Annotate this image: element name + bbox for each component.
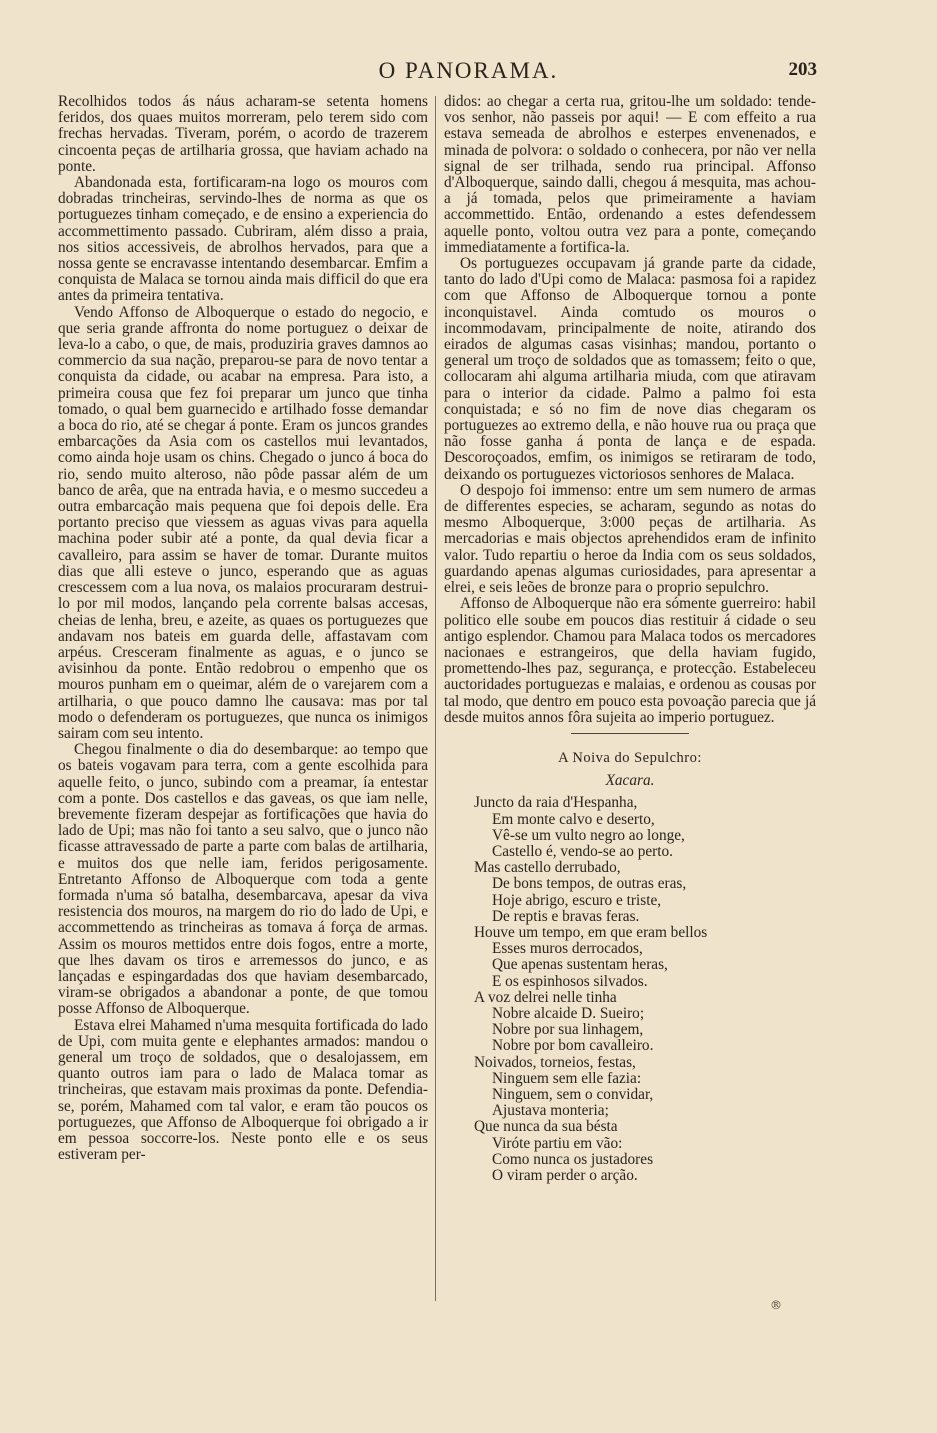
poem-line: De bons tempos, de outras eras, (492, 875, 687, 893)
paragraph: didos: ao chegar a certa rua, gritou-lhe um soldado: tende-vos senhor, não passeis por aqui! — E com effeito a rua estava semeada de abrolhos e esterpes envenenados, e minada de polvora: o soldado o conhecera, por não ver nella signal de ser trilhada, sendo rua principal. Affonso d'Alboquerque, saindo dalli, chegou á mesquita, mas achou-a já tomada, pelos que primeiramente a haviam accommettido. Então, ordenando a estes defendessem aquelle ponto, voltou outra vez para a ponte, começando immediatamente a fortifica-la. (444, 93, 816, 256)
poem-line: Ninguem, sem o convidar, (492, 1085, 654, 1103)
paragraph: Affonso de Alboquerque não era sómente guerreiro: habil politico elle soube em poucos dias restituir á cidade o seu antigo esplendor. Chamou para Malaca todos os mercadores nacionaes e estrangeiros, que della haviam fugido, promettendo-lhes paz, segurança, e protecção. Estabeleceu auctoridades portuguezas e malaias, e ordenou as cousas por tal modo, que dentro em pouco esta povoação parecia que já desde muitos annos fôra sujeita ao imperio portuguez. (444, 595, 816, 726)
paragraph: Estava elrei Mahamed n'uma mesquita fortificada do lado de Upi, com muita gente e elephantes armados: mandou o general um troço de soldados, que o desalojassem, em quanto outros iam para o lado de Malaca tomar as trincheiras, que estavam mais proximas da ponte. Defendia-se, porém, Mahamed com tal valor, e eram tão poucos os portuguezes, que Affonso de Alboquerque foi obrigado a ir em pessoa soccorre-los. Neste ponto elle e os seus estiveram per- (58, 1016, 428, 1164)
paragraph: Chegou finalmente o dia do desembarque: ao tempo que os bateis vogavam para terra, com a gente escolhida para aquelle feito, o junco, subindo com a preamar, ía entestar com a ponte. Dos castellos e das gaveas, os que iam nelle, brevemente fizeram despejar as fortificações que havia do lado de Upi; mas não foi tanto a seu salvo, que o junco não ficasse attravessado de parte a parte com balas de artilharia, e muitos dos que nelle iam, feridos perigosamente. Entretanto Affonso de Alboquerque com toda a gente formada n'uma só batalha, desembarcava, apesar da viva resistencia dos mouros, na margem do rio do lado de Upi, e accommettendo as trincheiras as tomava á força de armas. Assim os mouros mettidos entre dois fogos, entre a morte, que lhes davam os tiros e arremessos do junco, e as lançadas e espingardadas dos que haviam desembarcado, viram-se obrigados a abandonar a ponte, de que tomou posse Affonso de Alboquerque. (58, 741, 428, 1018)
poem-line: Mas castello derrubado, (474, 859, 621, 877)
poem-line: Ninguem sem elle fazia: (492, 1069, 642, 1087)
poem-line: De reptis e bravas feras. (492, 907, 640, 925)
poem-line: Em monte calvo e deserto, (492, 810, 655, 828)
page-number: 203 (788, 59, 817, 80)
poem-line: Que apenas sustentam heras, (492, 956, 668, 974)
poem-line: A voz delrei nelle tinha (474, 988, 617, 1006)
poem-line: Viróte partiu em vão: (492, 1134, 623, 1152)
section-rule (571, 733, 689, 734)
paragraph: Os portuguezes occupavam já grande parte da cidade, tanto do lado d'Upi como de Malaca: pasmosa foi a rapidez com que Affonso de Alboquerque tornou a ponte inconquistavel. Ainda comtudo os mouros o incommodavam, principalmente de noite, atirando dos eirados de algumas casas visinhas; mandou, portanto o general um troço de soldados que as tomassem; feito o que, collocaram ahi alguma artilharia miuda, com que atiravam para o interior da cidade. Palmo a palmo foi esta conquistada; e só no fim de nove dias chegaram os portuguezes ao extremo della, e não houve rua ou praça que não fosse ganha á ponta de lança e de espada. Descoroçoados, emfim, os inimigos se retiraram de todo, deixando os portuguezes victoriosos senhores de Malaca. (444, 255, 816, 483)
poem-line: Ajustava monteria; (492, 1102, 609, 1120)
poem-line: Noivados, torneios, festas, (474, 1053, 636, 1071)
poem-line: Nobre alcaide D. Sueiro; (492, 1004, 645, 1022)
poem-line: Nobre por sua linhagem, (492, 1021, 644, 1039)
poem-title: A Noiva do Sepulchro: (558, 749, 702, 766)
paragraph: Abandonada esta, fortificaram-na logo os mouros com dobradas trincheiras, servindo-lhes de norma as que os portuguezes tinham começado, e de ensino a experiencia do accommettimento passado. Cubriram, além disso a praia, nos sitios accessiveis, de abrolhos hervados, para que a nossa gente se encravasse intentando desembarcar. Emfim a conquista de Malaca se tornou ainda mais difficil do que era antes da primeira tentativa. (58, 174, 428, 305)
poem-line: Vê-se um vulto negro ao longe, (492, 826, 685, 844)
paragraph: O despojo foi immenso: entre um sem numero de armas de differentes especies, se acharam, segundo as notas do mesmo Alboquerque, 3:000 peças de artilharia. As mercadorias e mais objectos aprehendidos eram de infinito valor. Tudo repartiu o heroe da India com os seus soldados, guardando apenas algumas curiosidades, para apresentar a elrei, e seis leões de bronze para o proprio sepulchro. (444, 481, 816, 597)
right-column (444, 94, 816, 1184)
printer-mark: ® (770, 1298, 782, 1312)
poem-line: Castello é, vendo-se ao perto. (492, 842, 673, 860)
left-column (58, 94, 428, 1163)
poem-line: Nobre por bom cavalleiro. (492, 1037, 654, 1055)
poem-line: Como nunca os justadores (492, 1150, 654, 1168)
poem-subtitle: Xacara. (605, 772, 655, 790)
column-divider (435, 96, 436, 1301)
poem-line: Esses muros derrocados, (492, 940, 643, 958)
poem-line: E os espinhosos silvados. (492, 972, 648, 990)
poem-line: Que nunca da sua bésta (474, 1118, 618, 1136)
page-header (0, 58, 937, 88)
poem (474, 795, 816, 1184)
poem-line: Hoje abrigo, escuro e triste, (492, 891, 662, 909)
paragraph: Recolhidos todos ás náus acharam-se setenta homens feridos, dos quaes muitos morreram, pelo terem sido com frechas hervadas. Tiveram, porém, o acordo de trazerem cincoenta peças de artilharia grossa, que haviam achado na ponte. (58, 93, 428, 175)
poem-line: Juncto da raia d'Hespanha, (474, 794, 638, 812)
poem-line: O viram perder o arção. (492, 1167, 638, 1184)
paragraph: Vendo Affonso de Alboquerque o estado do negocio, e que seria grande affronta do nome portuguez o deixar de leva-lo a cabo, o que, de mais, produziria graves damnos ao commercio da sua nação, preparou-se para de novo tentar a conquista da cidade, ou acabar na empresa. Para isto, a primeira cousa que fez foi preparar um junco que tinha tomado, o qual bem guarnecido e artilhado fosse demandar a boca do rio, até se chegar á ponte. Eram os juncos grandes embarcações da Asia com os castellos mui levantados, como ainda hoje usam os chins. Chegado o junco á boca do rio, sendo muito alteroso, não pôde passar além de um banco de arêa, que na entrada havia, e o mesmo succedeu a outra embarcação mais pequena que foi depois delle. Era portanto preciso que viessem as aguas vivas para aquella machina poder subir até a ponte, da qual devia ficar a cavalleiro, para assim se haver de tomar. Durante muitos dias que alli esteve o junco, esperando que as aguas crescessem com a lua nova, os malaios procuraram destrui-lo por mil modos, lançando pela corrente balsas accesas, cheias de lenha, breu, e azeite, as quaes os portuguezes que andavam nos bateis em guarda delle, affastavam com arpéus. Cresceram finalmente as aguas, e o junco se avisinhou da ponte. Então redobrou o empenho que os mouros punham em o queimar, além de o varejarem com a artilharia, o que pouco damno lhe causava: mas por tal modo o defenderam os portuguezes, que nunca os inimigos sairam com seu intento. (58, 303, 428, 742)
page-title: O PANORAMA. (378, 58, 559, 83)
poem-line: Houve um tempo, em que eram bellos (474, 923, 708, 941)
